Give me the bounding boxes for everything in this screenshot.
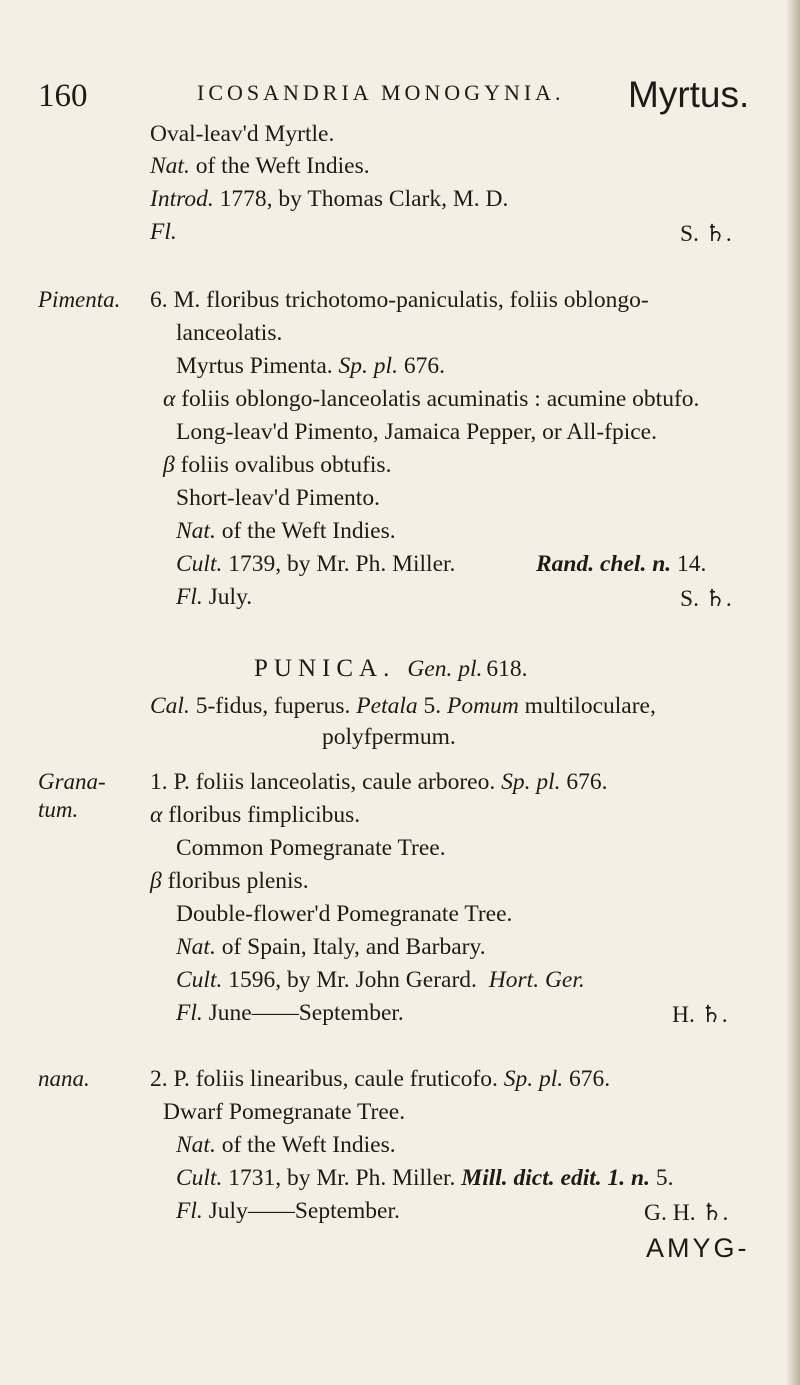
beta-mark: β xyxy=(150,868,162,894)
genera-plantarum-ref: Gen. pl. xyxy=(407,656,483,682)
nat-label: Nat. xyxy=(176,1132,216,1158)
ref-number: 14. xyxy=(677,551,707,577)
pimenta-variety-alpha xyxy=(163,386,699,413)
introd-label: Introd. xyxy=(150,186,214,212)
ref-page: 676. xyxy=(403,353,445,379)
rand-chel-ref: Rand. chel. n. xyxy=(536,551,672,577)
pomum-text: multiloculare, xyxy=(524,693,656,719)
catchword: AMYG- xyxy=(646,1233,750,1263)
cult-label: Cult. xyxy=(176,1165,223,1191)
cult-label: Cult. xyxy=(176,967,223,993)
alpha-mark: α xyxy=(150,802,163,828)
mill-dict-ref: Mill. dict. edit. 1. n. xyxy=(461,1165,650,1191)
genus-character-line-2: polyfpermum. xyxy=(322,724,456,750)
granatum-variety-beta xyxy=(150,868,309,895)
margin-name-pimenta: Pimenta. xyxy=(38,287,121,312)
entry-common-name: Oval-leav'd Myrtle. xyxy=(150,121,335,147)
genus-title-line xyxy=(254,655,528,683)
pimenta-cultivation xyxy=(176,551,455,578)
pimenta-synonym xyxy=(176,353,445,380)
diagnosis-text: 2. P. foliis linearibus, caule fruticofo. xyxy=(150,1066,498,1092)
alpha-text: floribus fimplicibus. xyxy=(168,802,361,828)
margin-name-granatum-2: tum. xyxy=(38,797,79,822)
genus-head: Myrtus. xyxy=(628,74,750,115)
granatum-beta-common: Double-flower'd Pomegranate Tree. xyxy=(176,901,513,927)
fl-label: Fl. xyxy=(176,1198,203,1224)
granatum-flowering xyxy=(176,1000,404,1027)
granatum-native xyxy=(176,934,486,961)
granatum-diagnosis xyxy=(150,769,608,796)
pimenta-cult-reference xyxy=(536,551,706,578)
calyx-label: Cal. xyxy=(150,693,190,719)
petala-text: 5. xyxy=(423,693,442,719)
synonym-text: Myrtus Pimenta. xyxy=(176,353,333,379)
ref-page: 676. xyxy=(566,769,608,795)
fl-text: June——September. xyxy=(208,1000,404,1026)
nat-label: Nat. xyxy=(150,153,190,179)
pimenta-diagnosis-1: 6. M. floribus trichotomo-paniculatis, foliis oblongo- xyxy=(150,287,649,313)
beta-mark: β xyxy=(163,452,175,478)
nana-diagnosis xyxy=(150,1066,610,1093)
cult-text: 1739, by Mr. Ph. Miller. xyxy=(228,551,456,577)
genera-ref-page: 618. xyxy=(486,656,528,682)
pimenta-diagnosis-2: lanceolatis. xyxy=(176,320,283,346)
nat-text: of the Weft Indies. xyxy=(221,1132,396,1158)
fl-label: Fl. xyxy=(176,1000,203,1026)
page-number: 160 xyxy=(38,78,88,114)
alpha-mark: α xyxy=(163,386,176,412)
granatum-variety-alpha xyxy=(150,802,360,829)
nat-text: of the Weft Indies. xyxy=(221,518,396,544)
beta-text: floribus plenis. xyxy=(167,868,309,894)
pimenta-native xyxy=(176,518,396,545)
granatum-habitat-code: H. ♄. xyxy=(672,1002,728,1028)
species-plantarum-ref: Sp. pl. xyxy=(503,1066,564,1092)
entry-native-line xyxy=(150,153,370,180)
running-head: ICOSANDRIA MONOGYNIA. xyxy=(197,80,565,105)
entry-introduction-line xyxy=(150,186,508,213)
pimenta-flowering xyxy=(176,584,252,611)
species-plantarum-ref: Sp. pl. xyxy=(501,769,561,795)
ref-page: 676. xyxy=(569,1066,611,1092)
nat-label: Nat. xyxy=(176,934,216,960)
pimenta-alpha-common: Long-leav'd Pimento, Jamaica Pepper, or All-fpice. xyxy=(176,419,657,445)
nana-habitat-code: G. H. ♄. xyxy=(644,1200,729,1226)
calyx-text: 5-fidus, fuperus. xyxy=(195,693,351,719)
nana-native xyxy=(176,1132,396,1159)
entry-habitat-code: S. ♄. xyxy=(680,221,732,247)
genus-character-line xyxy=(150,693,656,720)
pimenta-habitat-code: S. ♄. xyxy=(680,586,732,612)
page-edge xyxy=(786,0,800,1385)
pimenta-variety-beta xyxy=(163,452,391,479)
ref-number: 5. xyxy=(655,1165,674,1191)
cult-text: 1596, by Mr. John Gerard. xyxy=(228,967,477,993)
beta-text: foliis ovalibus obtufis. xyxy=(180,452,392,478)
nat-label: Nat. xyxy=(176,518,216,544)
granatum-cultivation xyxy=(176,967,585,994)
margin-name-granatum-1: Grana- xyxy=(38,769,106,794)
genus-title: PUNICA. xyxy=(254,655,396,682)
pimenta-beta-common: Short-leav'd Pimento. xyxy=(176,485,380,511)
nana-flowering xyxy=(176,1198,400,1225)
nat-text: of the Weft Indies. xyxy=(195,153,370,179)
fl-text: July——September. xyxy=(208,1198,400,1224)
nana-common: Dwarf Pomegranate Tree. xyxy=(163,1099,406,1125)
pomum-label: Pomum xyxy=(447,693,519,719)
cult-text: 1731, by Mr. Ph. Miller. xyxy=(228,1165,456,1191)
introd-text: 1778, by Thomas Clark, M. D. xyxy=(219,186,509,212)
fl-label: Fl. xyxy=(176,584,203,610)
entry-flowering-line xyxy=(150,219,177,246)
hort-ger-ref: Hort. Ger. xyxy=(488,967,585,993)
nana-cultivation xyxy=(176,1165,673,1192)
nat-text: of Spain, Italy, and Barbary. xyxy=(221,934,486,960)
species-plantarum-ref: Sp. pl. xyxy=(338,353,398,379)
granatum-alpha-common: Common Pomegranate Tree. xyxy=(176,835,446,861)
fl-label: Fl. xyxy=(150,219,177,245)
alpha-text: foliis oblongo-lanceolatis acuminatis : acumine obtufo. xyxy=(181,386,700,412)
margin-name-nana: nana. xyxy=(38,1066,90,1091)
fl-text: July. xyxy=(208,584,253,610)
petala-label: Petala xyxy=(356,693,418,719)
diagnosis-text: 1. P. foliis lanceolatis, caule arboreo. xyxy=(150,769,496,795)
cult-label: Cult. xyxy=(176,551,223,577)
